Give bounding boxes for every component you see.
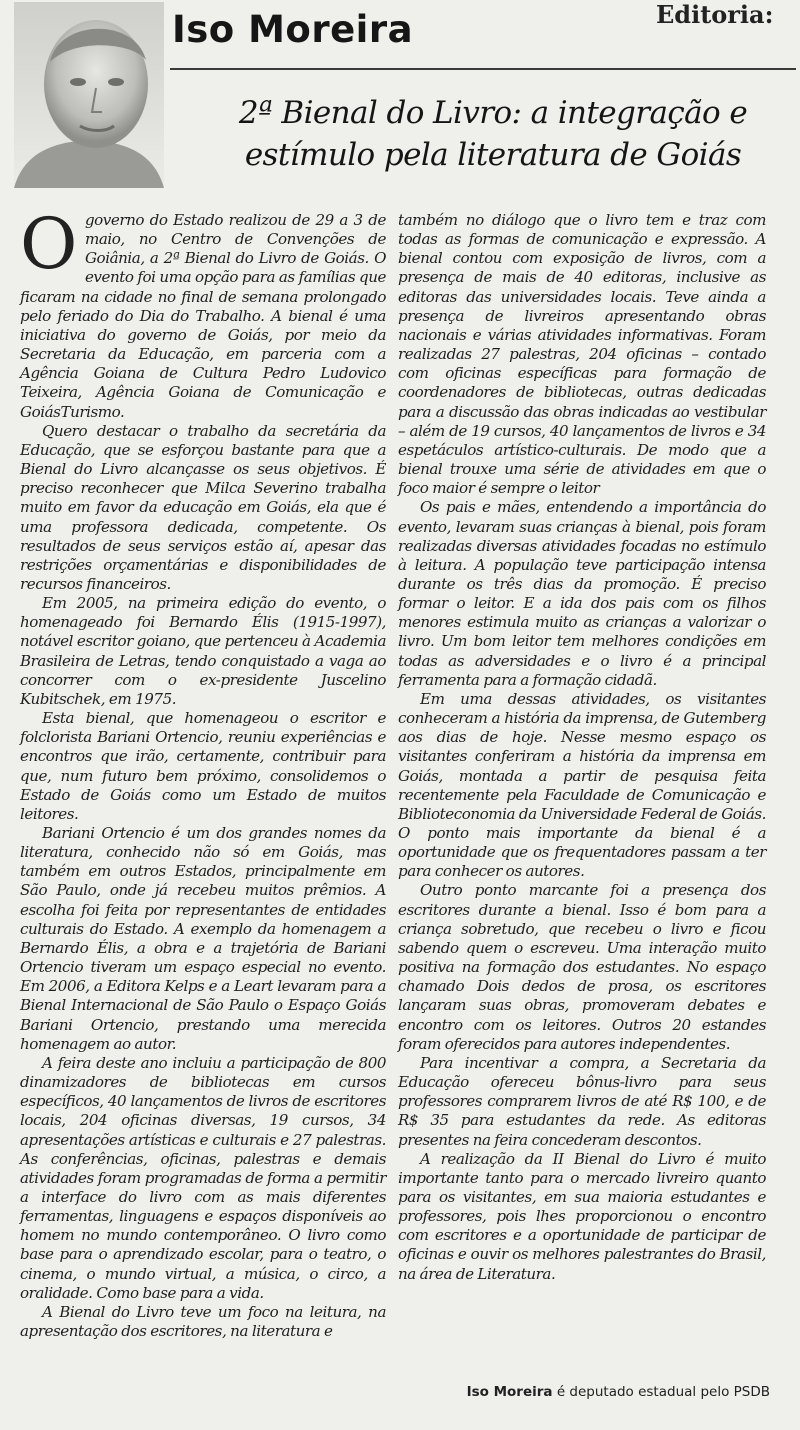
paragraph: Em uma dessas atividades, os visitantes conheceram a história da imprensa, de Gutemberg aos dias de hoje. Nesse mesmo espaço os visitantes conferiram a história da imprensa em Goiás, montada a partir de pesquisa feita recentemente pela Faculdade de Comunicação e Biblioteconomia da Universidade Federal de Goiás. O ponto mais importante da bienal é a oportunidade que os frequentadores passam a ter para conhecer os autores.: [398, 689, 767, 881]
author-portrait-icon: [14, 2, 164, 188]
article-column-left: [20, 203, 386, 1341]
section-label: Editoria:: [656, 0, 774, 29]
article-column-right: [398, 211, 766, 1284]
paragraph: também no diálogo que o livro tem e traz com todas as formas de comunicação e expressão. A bienal contou com exposição de livros, com a presença de mais de 40 editoras, inclusive as editoras das universidades locais. Teve ainda a presença de livreiros apresentando obras nacionais e várias atividades informativas. Foram realizadas 27 palestras, 204 oficinas – contado com oficinas específicas para formação de coordenadores de bibliotecas, outras dedicadas para a discussão das obras indicadas ao vestibular – além de 19 cursos, 40 lançamentos de livros e 34 espetáculos artístico-culturais. De modo que a bienal trouxe uma série de atividades em que o foco maior é sempre o leitor: [398, 211, 766, 498]
author-name-header: Iso Moreira: [172, 8, 414, 51]
byline-name: Iso Moreira: [466, 1384, 553, 1400]
byline-role: é deputado estadual pelo PSDB: [556, 1384, 770, 1400]
paragraph: Outro ponto marcante foi a presença dos escritores durante a bienal. Isso é bom para a criança sobretudo, que recebeu o livro e ficou sabendo quem o escreveu. Uma interação muito positiva na formação dos estudantes. No espaço chamado Dois dedos de prosa, os escritores lançaram suas obras, promoveram debates e encontro com os leitores. Outros 20 estandes foram oferecidos para autores independentes.: [398, 881, 766, 1053]
paragraph: A feira deste ano incluiu a participação de 800 dinamizadores de bibliotecas em cursos específicos, 40 lançamentos de livros de escritores locais, 204 oficinas diversas, 19 cursos, 34 apresentações artísticas e culturais e 27 palestras. As conferências, oficinas, palestras e demais atividades foram programadas de forma a permitir a interface do livro com as mais diferentes ferramentas, linguagens e espaços disponíveis ao homem no mundo contemporâneo. O livro como base para o aprendizado escolar, para o teatro, o cinema, o mundo virtual, a música, o circo, a oralidade. Como base para a vida.: [20, 1053, 386, 1302]
paragraph: Bariani Ortencio é um dos grandes nomes da literatura, conhecido não só em Goiás, mas também em outros Estados, principalmente em São Paulo, onde já recebeu muitos prêmios. A escolha foi feita por representantes de entidades culturais do Estado. A exemplo da homenagem a Bernardo Élis, a obra e a trajetória de Bariani Ortencio tiveram um espaço especial no evento. Em 2006, a Editora Kelps e a Leart levaram para a Bienal Internacional de São Paulo o Espaço Goiás Bariani Ortencio, prestando uma merecida homenagem ao autor.: [20, 824, 386, 1053]
paragraph: Quero destacar o trabalho da secretária da Educação, que se esforçou bastante para que a Bienal do Livro alcançasse os seus objetivos. É preciso reconhecer que Milca Severino trabalha muito em favor da educação em Goiás, ela que é uma professora dedicada, competente. Os resultados de seus serviços estão aí, apesar das restrições orçamentárias e disponibilidades de recursos financeiros.: [20, 421, 386, 593]
paragraph: Em 2005, na primeira edição do evento, o homenageado foi Bernardo Élis (1915-1997), notável escritor goiano, que pertenceu à Academia Brasileira de Letras, tendo conquistado a vaga ao concorrer com o ex-presidente Juscelino Kubitschek, em 1975.: [20, 594, 386, 708]
drop-cap: O: [20, 203, 77, 285]
paragraph-text: governo do Estado realizou de 29 a 3 de maio, no Centro de Convenções de Goiânia, a 2ª Bienal do Livro de Goiás. O evento foi uma opção para as famílias que ficaram na cidade no final de semana prolongado pelo feriado do Dia do Trabalho. A bienal é uma iniciativa do governo de Goiás, por meio da Secretaria da Educação, em parceria com a Agência Goiana de Cultura Pedro Ludovico Teixeira, Agência Goiana de Comunicação e GoiásTurismo.: [20, 211, 386, 421]
paragraph: Os pais e mães, entendendo a importância do evento, levaram suas crianças à bienal, pois foram realizadas diversas atividades focadas no estímulo à leitura. A população teve participação intensa durante os três dias da promoção. É preciso formar o leitor. E a ida dos pais com os filhos menores estimula muito as crianças a valorizar o livro. Um bom leitor tem melhores condições em todas as adversidades e o livro é a principal ferramenta para a formação cidadã.: [398, 498, 766, 689]
paragraph: Esta bienal, que homenageou o escritor e folclorista Bariani Ortencio, reuniu experiências e encontros que irão, certamente, contribuir para que, num futuro bem próximo, consolidemos o Estado de Goiás como um Estado de muitos leitores.: [20, 709, 386, 823]
paragraph: A realização da II Bienal do Livro é muito importante tanto para o mercado livreiro quanto para os visitantes, em sua maioria estudantes e professores, pois lhes proporcionou o encontro com escritores e a oportunidade de participar de oficinas e ouvir os melhores palestrantes do Brasil, na área de Literatura.: [398, 1149, 766, 1283]
headline-line-1: 2ª Bienal do Livro: a integração e: [238, 95, 748, 131]
paragraph: [20, 203, 386, 422]
paragraph: Para incentivar a compra, a Secretaria da Educação ofereceu bônus-livro para seus professores comprarem livros de até R$ 100, e de R$ 35 para estudantes da rede. As editoras presentes na feira concederam descontos.: [398, 1053, 766, 1149]
article-headline: [198, 92, 788, 176]
paragraph: A Bienal do Livro teve um foco na leitura, na apresentação dos escritores, na literatura e: [20, 1302, 386, 1341]
header-divider: [170, 68, 796, 70]
headline-line-2: estímulo pela literatura de Goiás: [244, 137, 742, 173]
author-byline: [467, 1384, 770, 1400]
author-photo: [14, 2, 164, 188]
